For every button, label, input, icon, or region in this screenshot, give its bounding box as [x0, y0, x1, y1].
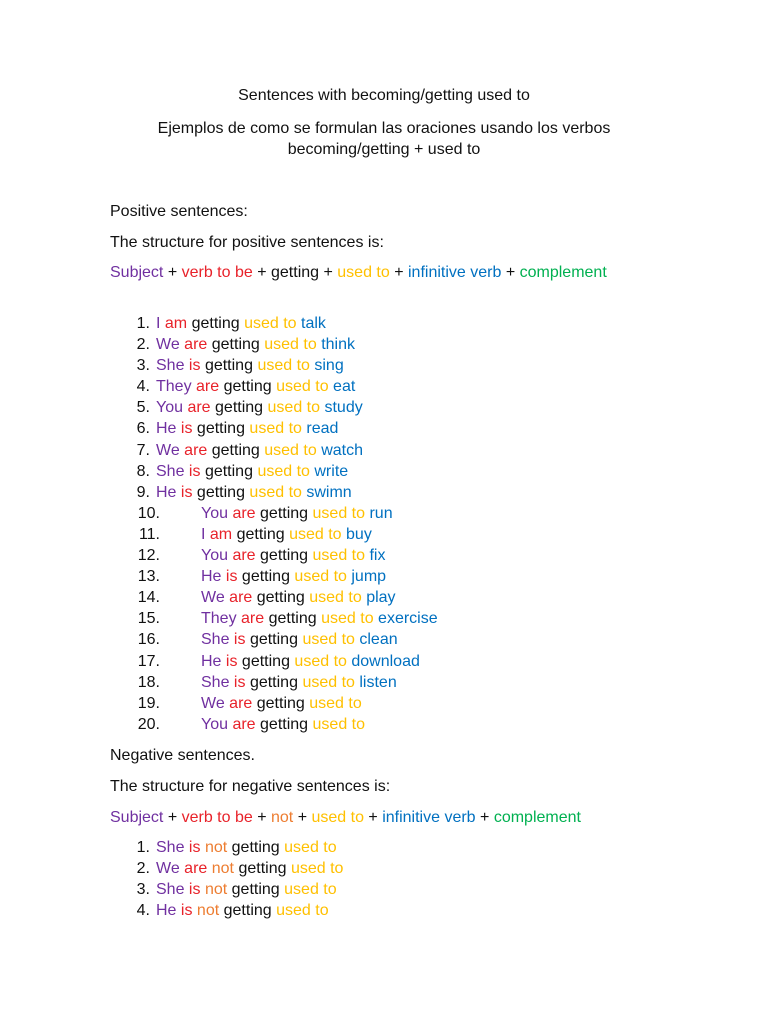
item-number: 6. — [136, 420, 150, 438]
structure-used: used to — [311, 809, 364, 826]
sentence-used-to: used to — [312, 547, 366, 565]
sentence-getting: getting — [256, 694, 305, 712]
sentence-used-to: used to — [312, 715, 366, 733]
positive-structure-label: The structure for positive sentences is: — [110, 234, 384, 251]
structure-plain: + — [163, 809, 182, 826]
sentence-infinitive: run — [369, 504, 393, 522]
sentence-getting: getting — [249, 673, 298, 691]
sentence-getting: getting — [223, 902, 272, 920]
sentence-getting: getting — [241, 652, 290, 670]
sentence-infinitive: play — [366, 589, 396, 607]
sentence-verb-to-be: are — [241, 610, 265, 628]
structure-verb: verb to be — [181, 264, 253, 281]
subtitle-line-1: Ejemplos de como se formulan las oraciones usando los verbos — [157, 120, 611, 137]
sentence-verb-to-be: are — [184, 441, 208, 459]
item-number: 17. — [137, 652, 160, 670]
sentence-infinitive: sing — [314, 357, 344, 375]
sentence-infinitive: buy — [346, 525, 372, 543]
structure-plain: + getting + — [252, 264, 338, 281]
sentence-not: not — [204, 881, 228, 899]
sentence-used-to: used to — [309, 694, 362, 712]
sentence-getting: getting — [211, 336, 260, 354]
sentence-verb-to-be: are — [184, 860, 208, 878]
structure-plain: + — [501, 264, 520, 281]
sentence-getting: getting — [211, 441, 260, 459]
sentence-verb-to-be: is — [188, 881, 201, 899]
sentence-subject: She — [201, 673, 230, 691]
item-number: 4. — [136, 378, 150, 396]
sentence-used-to: used to — [257, 357, 310, 375]
sentence-infinitive: listen — [359, 673, 397, 691]
structure-subj: Subject — [110, 809, 164, 826]
sentence-infinitive: exercise — [378, 610, 438, 628]
negative-structure-label: The structure for negative sentences is: — [110, 778, 391, 795]
sentence-getting: getting — [236, 525, 285, 543]
sentence-infinitive: think — [321, 336, 355, 354]
sentence-getting: getting — [238, 860, 287, 878]
item-number: 11. — [138, 525, 160, 543]
item-number: 5. — [136, 399, 150, 417]
sentence-subject: She — [156, 462, 185, 480]
sentence-getting: getting — [196, 483, 245, 501]
sentence-verb-to-be: is — [233, 631, 246, 649]
sentence — [156, 858, 343, 879]
sentence-used-to: used to — [321, 610, 374, 628]
structure-verb: verb to be — [181, 809, 253, 826]
structure-not: not — [271, 809, 294, 826]
subtitle-line-2: becoming/getting + used to — [287, 141, 481, 158]
structure-plain: + — [252, 809, 271, 826]
structure-plain: + — [293, 809, 312, 826]
sentence-infinitive: study — [324, 399, 363, 417]
sentence-used-to: used to — [302, 673, 355, 691]
sentence — [156, 313, 326, 334]
sentence-infinitive: watch — [321, 441, 363, 459]
item-number: 18. — [137, 673, 160, 691]
sentence-verb-to-be: are — [229, 694, 253, 712]
sentence-getting: getting — [241, 568, 290, 586]
structure-plain: + — [363, 809, 383, 826]
sentence-used-to: used to — [290, 860, 344, 878]
sentence-getting: getting — [215, 399, 264, 417]
sentence — [156, 461, 348, 482]
structure-plain: + — [389, 264, 408, 281]
item-number: 12. — [137, 547, 160, 565]
sentence-used-to: used to — [284, 839, 337, 856]
item-number: 16. — [137, 631, 160, 649]
sentence-getting: getting — [249, 631, 298, 649]
sentence — [201, 545, 385, 566]
sentence-not: not — [204, 839, 228, 856]
sentence-subject: He — [156, 420, 177, 438]
sentence-used-to: used to — [294, 652, 347, 670]
sentence — [201, 672, 397, 693]
sentence-verb-to-be: am — [209, 525, 233, 543]
sentence-subject: She — [156, 881, 185, 899]
sentence — [156, 900, 329, 921]
sentence-subject: You — [201, 547, 228, 565]
sentence-subject: We — [156, 441, 180, 459]
item-number: 15. — [137, 610, 160, 628]
sentence-infinitive: swimn — [306, 483, 352, 501]
sentence-subject: She — [156, 357, 185, 375]
sentence-verb-to-be: is — [180, 483, 193, 501]
sentence-verb-to-be: is — [188, 462, 201, 480]
structure-inf: infinitive verb — [382, 809, 476, 826]
sentence-getting: getting — [191, 315, 240, 332]
sentence-used-to: used to — [284, 881, 337, 899]
sentence-verb-to-be: are — [229, 589, 253, 607]
sentence-used-to: used to — [267, 399, 321, 417]
sentence-used-to: used to — [264, 336, 317, 354]
sentence-verb-to-be: is — [188, 839, 201, 856]
sentence-used-to: used to — [264, 441, 317, 459]
item-number: 7. — [136, 441, 150, 459]
sentence — [156, 837, 337, 858]
sentence-getting: getting — [268, 610, 317, 628]
document-title: Sentences with becoming/getting used to — [238, 87, 530, 104]
sentence-subject: We — [156, 336, 180, 354]
sentence-getting: getting — [231, 881, 280, 899]
sentence-verb-to-be: are — [232, 547, 256, 565]
item-number: 3. — [136, 357, 150, 375]
sentence-infinitive: write — [314, 462, 349, 480]
structure-comp: complement — [493, 809, 581, 826]
sentence-used-to: used to — [294, 568, 347, 586]
sentence-used-to: used to — [249, 420, 302, 438]
sentence-subject: He — [201, 652, 222, 670]
sentence-subject: You — [201, 715, 228, 733]
sentence-infinitive: jump — [351, 568, 387, 586]
structure-used: used to — [337, 264, 390, 281]
sentence-infinitive: clean — [359, 631, 398, 649]
sentence-subject: They — [201, 610, 237, 628]
item-number: 2. — [136, 860, 150, 878]
negative-heading: Negative sentences. — [110, 747, 255, 764]
sentence-verb-to-be: are — [184, 336, 208, 354]
item-number: 4. — [136, 902, 150, 920]
sentence — [201, 714, 365, 735]
sentence-getting: getting — [196, 420, 245, 438]
sentence-subject: He — [156, 902, 177, 920]
sentence — [201, 608, 438, 629]
sentence — [156, 418, 338, 439]
sentence-subject: We — [201, 589, 225, 607]
sentence-verb-to-be: is — [180, 902, 193, 920]
sentence — [201, 524, 372, 545]
sentence-used-to: used to — [309, 589, 362, 607]
item-number: 13. — [137, 568, 160, 586]
sentence-verb-to-be: is — [225, 652, 238, 670]
structure-inf: infinitive verb — [408, 264, 502, 281]
sentence-verb-to-be: is — [225, 568, 238, 586]
sentence-not: not — [196, 902, 220, 920]
sentence-verb-to-be: am — [164, 315, 188, 332]
item-number: 14. — [137, 589, 160, 607]
sentence-subject: They — [156, 378, 192, 396]
sentence-subject: I — [156, 315, 161, 332]
sentence-used-to: used to — [257, 462, 310, 480]
item-number: 3. — [136, 881, 150, 899]
item-number: 10. — [137, 504, 160, 522]
sentence-verb-to-be: are — [232, 504, 256, 522]
sentence-subject: She — [201, 631, 230, 649]
sentence-infinitive: talk — [301, 315, 326, 332]
sentence — [156, 376, 355, 397]
sentence — [201, 503, 393, 524]
sentence-used-to: used to — [289, 525, 342, 543]
sentence — [156, 397, 363, 418]
sentence-getting: getting — [204, 357, 253, 375]
sentence — [201, 651, 420, 672]
sentence — [156, 334, 355, 355]
positive-heading: Positive sentences: — [110, 203, 248, 220]
sentence-used-to: used to — [249, 483, 302, 501]
sentence-subject: You — [156, 399, 183, 417]
structure-plain: + — [475, 809, 494, 826]
item-number: 1. — [136, 839, 150, 856]
sentence-subject: I — [201, 525, 206, 543]
sentence-not: not — [211, 860, 234, 878]
sentence-verb-to-be: is — [180, 420, 193, 438]
sentence-used-to: used to — [312, 504, 366, 522]
sentence — [156, 440, 363, 461]
item-number: 2. — [136, 336, 150, 354]
item-number: 8. — [136, 462, 150, 480]
document-subtitle — [0, 118, 768, 160]
sentence — [201, 566, 386, 587]
sentence — [156, 879, 337, 900]
sentence-used-to: used to — [276, 902, 329, 920]
sentence-infinitive: download — [351, 652, 420, 670]
sentence-subject: You — [201, 504, 228, 522]
sentence-infinitive: read — [306, 420, 339, 438]
sentence-verb-to-be: is — [233, 673, 246, 691]
item-number: 9. — [136, 483, 150, 501]
sentence — [156, 482, 352, 503]
structure-plain: + — [163, 264, 182, 281]
sentence — [156, 355, 344, 376]
sentence-used-to: used to — [302, 631, 355, 649]
sentence-used-to: used to — [244, 315, 297, 332]
sentence-subject: We — [201, 694, 225, 712]
sentence-subject: He — [201, 568, 222, 586]
sentence-subject: She — [156, 839, 185, 856]
sentence-infinitive: eat — [333, 378, 356, 396]
sentence-getting: getting — [256, 589, 305, 607]
sentence-getting: getting — [260, 715, 309, 733]
item-number: 1. — [136, 315, 150, 332]
sentence — [201, 587, 396, 608]
sentence-getting: getting — [260, 504, 309, 522]
item-number: 20. — [137, 715, 160, 733]
item-number: 19. — [137, 694, 160, 712]
sentence-subject: He — [156, 483, 177, 501]
structure-comp: complement — [519, 264, 607, 281]
sentence-getting: getting — [223, 378, 272, 396]
sentence-getting: getting — [204, 462, 253, 480]
positive-structure-formula — [110, 262, 670, 283]
negative-structure-formula — [110, 807, 670, 828]
sentence-getting: getting — [260, 547, 309, 565]
sentence-infinitive: fix — [369, 547, 386, 565]
sentence-subject: We — [156, 860, 180, 878]
sentence — [201, 693, 362, 714]
sentence-verb-to-be: are — [232, 715, 256, 733]
sentence-used-to: used to — [276, 378, 329, 396]
sentence-verb-to-be: are — [187, 399, 211, 417]
structure-subj: Subject — [110, 264, 164, 281]
sentence-getting: getting — [231, 839, 280, 856]
sentence — [201, 629, 398, 650]
sentence-verb-to-be: is — [188, 357, 201, 375]
sentence-verb-to-be: are — [196, 378, 220, 396]
